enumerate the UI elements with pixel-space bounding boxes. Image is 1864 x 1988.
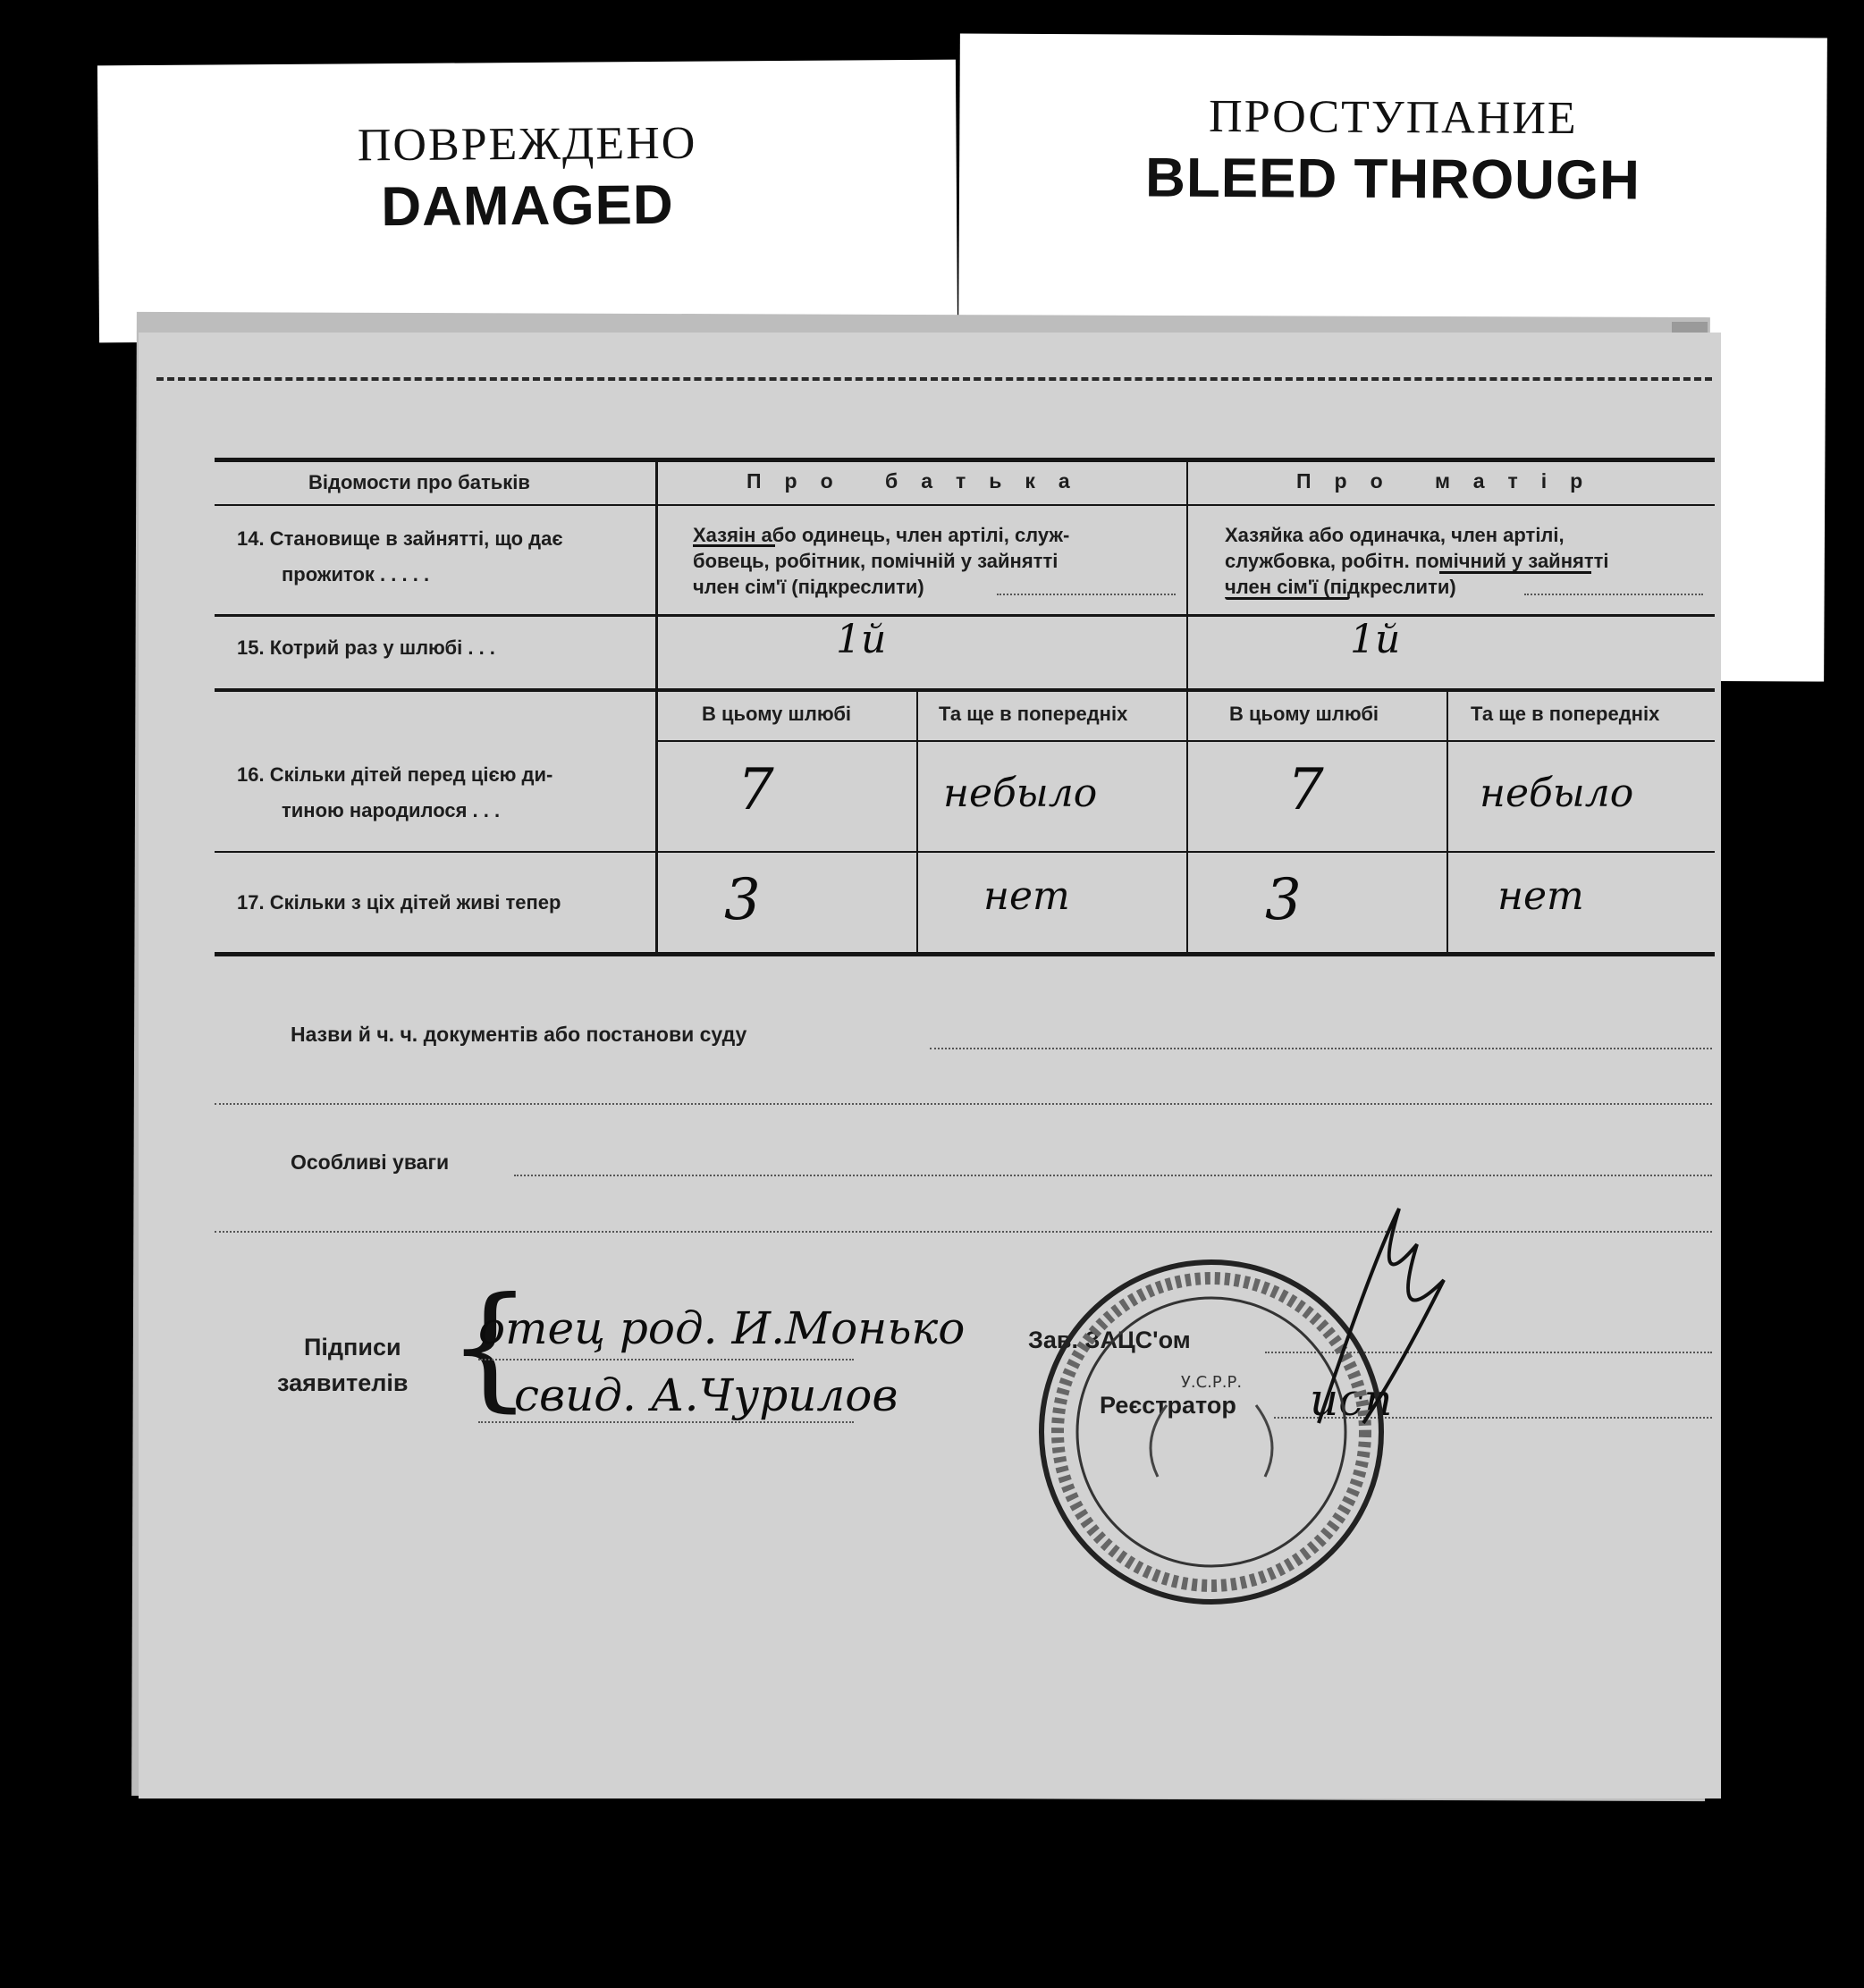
bleed-through-notice-en: BLEED THROUGH (1144, 147, 1641, 212)
row16-label-1: 16. Скільки дітей перед цією ди- (237, 763, 553, 786)
header-mother: Про матір (1296, 469, 1607, 493)
subheader-mother-this: В цьому шлюбі (1229, 703, 1379, 725)
row14-father-line1: Хазяін або одинець, член артілі, служ- (693, 524, 1070, 546)
rule (215, 504, 1715, 506)
registrar-signature: исп (1310, 1374, 1393, 1426)
col-rule (655, 459, 658, 954)
header-father: Про батька (746, 469, 1093, 493)
row14-father-line3: член сім'ї (підкреслити) (693, 576, 924, 598)
signatures-label-1: Підписи (304, 1334, 401, 1360)
table-top-rule (215, 458, 1715, 462)
underline-mark (1225, 597, 1350, 600)
record-sheet (139, 333, 1721, 1798)
row15-label: 15. Котрий раз у шлюбі . . . (237, 636, 495, 659)
stamp-emblem: У.С.Р.Р. (1180, 1373, 1243, 1392)
row14-father-line2: бовець, робітник, помічній у зайнятті (693, 550, 1059, 572)
perforation-line (156, 377, 1712, 381)
underline-mark (1439, 571, 1591, 574)
applicant-signature-2: свид. А.Чурилов (514, 1369, 898, 1421)
rule (215, 851, 1715, 853)
row17-mother-prev: нет (1497, 873, 1584, 919)
rule (215, 614, 1715, 617)
row16-mother-prev: небыло (1480, 771, 1634, 816)
row16-father-prev: небыло (943, 771, 1098, 816)
fill-line (1524, 594, 1703, 595)
notes-label: Особливі уваги (291, 1150, 450, 1174)
signature-line (478, 1421, 854, 1423)
subheader-father-this: В цьому шлюбі (702, 703, 852, 725)
row16-father-this: 7 (738, 757, 774, 823)
stamp-wreath-left (1151, 1405, 1167, 1477)
row16-mother-this: 7 (1287, 757, 1324, 823)
row14-label-2: прожиток . . . . . (282, 563, 430, 585)
underline-mark (693, 544, 775, 547)
row14-label-1: 14. Становище в зайнятті, що дає (237, 527, 563, 550)
row14-father-options (693, 522, 1069, 600)
header-parents-info: Відомости про батьків (308, 471, 530, 493)
documents-fill-line-2 (215, 1103, 1712, 1105)
row15-mother-value: 1й (1350, 617, 1401, 662)
signature-line (478, 1359, 854, 1360)
row16-label-2: тиною народилося . . . (282, 799, 501, 821)
row17-mother-this: 3 (1265, 867, 1302, 933)
registrar-label: Реєстратор (1100, 1392, 1236, 1419)
row14-mother-options (1225, 522, 1609, 600)
col-rule (1186, 459, 1188, 954)
signatures-label-2: заявителів (277, 1369, 409, 1396)
subheader-mother-prev: Та ще в попередніх (1471, 703, 1660, 725)
damaged-notice (97, 60, 957, 343)
col-rule (916, 690, 918, 954)
row17-label: 17. Скільки з ціх дітей живі тепер (237, 891, 561, 914)
head-label: Зав. ЗАЦС'ом (1028, 1327, 1191, 1353)
documents-fill-line (930, 1048, 1712, 1049)
damaged-notice-en: DAMAGED (381, 173, 674, 239)
notes-fill-line (514, 1175, 1712, 1176)
row15-father-value: 1й (836, 617, 887, 662)
row14-mother-line1: Хазяйка або одиначка, член артілі, (1225, 524, 1565, 546)
row17-father-this: 3 (724, 867, 761, 933)
row14-mother-line2: службовка, робітн. помічний у зайнятті (1225, 550, 1609, 572)
row14-mother-line3: член сім'ї (підкреслити) (1225, 576, 1456, 598)
damaged-notice-ru: ПОВРЕЖДЕНО (357, 117, 697, 172)
documents-label: Назви й ч. ч. документів або постанови суду (291, 1023, 747, 1046)
fill-line (997, 594, 1176, 595)
table-bottom-rule (215, 952, 1715, 956)
col-rule (1446, 690, 1448, 954)
subheader-father-prev: Та ще в попередніх (939, 703, 1128, 725)
bleed-through-notice-ru: ПРОСТУПАНИЕ (1208, 90, 1578, 145)
row17-father-prev: нет (983, 873, 1070, 919)
applicant-signature-1: отец род. И.Монько (478, 1302, 966, 1354)
head-signature-flourish (1265, 1191, 1480, 1459)
rule (215, 688, 1715, 692)
notes-fill-line-2 (215, 1231, 1712, 1233)
signatures-brace: { (447, 1269, 533, 1425)
